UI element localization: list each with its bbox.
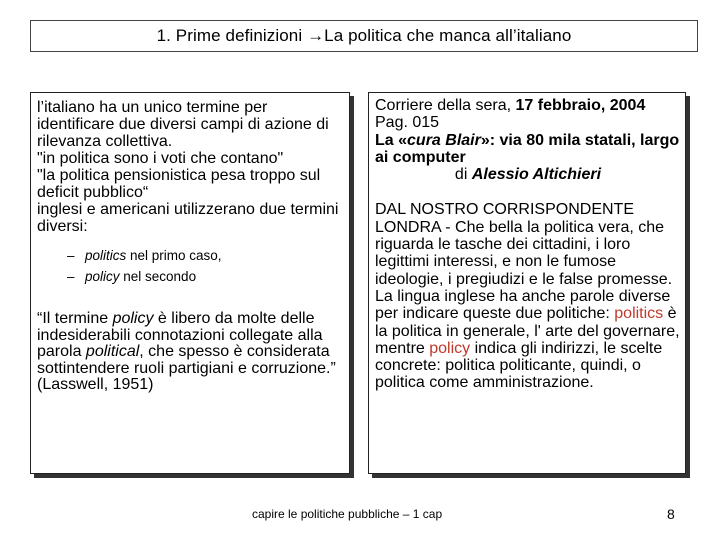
quote-part: è libero da molte delle indesiderabili connotazioni collegate alla parola — [37, 310, 323, 360]
sub-item-rest: nel primo caso, — [126, 248, 222, 263]
quote-part: “Il termine — [37, 310, 113, 327]
dash-bullet: – — [67, 269, 75, 284]
byline-prefix: di — [454, 166, 472, 184]
page-number: 8 — [667, 506, 675, 522]
article-headline — [375, 132, 681, 167]
left-line-1: l’italiano ha un unico termine per identificare due diversi campi di azione di rilevanza collettiva. — [37, 99, 329, 150]
article-body — [375, 201, 681, 391]
right-panel — [368, 92, 686, 474]
source-name: Corriere della sera, — [375, 97, 516, 114]
term-politics: politics — [85, 248, 127, 263]
quote-political: political — [85, 343, 140, 360]
dash-bullet: – — [67, 248, 75, 263]
left-line-4: inglesi e americani utilizzerano due termini diversi: — [37, 201, 339, 235]
quote-policy: policy — [112, 310, 154, 327]
left-line-3: "la politica pensionistica pesa troppo sul deficit pubblico“ — [37, 167, 321, 201]
body-part: è la politica in generale, l' arte del governare, mentre — [375, 305, 680, 357]
source-line — [375, 97, 681, 114]
arrow-right-icon: → — [307, 26, 325, 45]
term-policy: policy — [85, 269, 120, 284]
sub-item-politics — [67, 245, 345, 266]
byline — [375, 166, 681, 183]
body-part: DAL NOSTRO CORRISPONDENTE LONDRA - Che bella la politica vera, che riguarda le tasche dei cittadini, i loro legittimi interessi, e non le fumose ideologie, i pregiudizi e le false promesse. La lingua inglese ha anche parole diverse per indicare queste due politiche: — [375, 201, 673, 323]
page-ref: Pag. 015 — [375, 114, 440, 132]
body-part: indica gli indirizzi, le scelte concrete: politica politicante, quindi, o politica come amministrazione. — [375, 339, 663, 392]
slide-title — [30, 20, 698, 52]
title-part1: 1. Prime definizioni — [156, 26, 308, 45]
headline-part: »: via 80 mila statali, largo ai computer — [375, 131, 680, 166]
sub-item-rest: nel secondo — [119, 269, 197, 284]
quote-part: , che spesso è considerata sottintendere ruoli partigiani e corruzione.” (Lasswell, 1951) — [37, 343, 336, 393]
source-date: 17 febbraio, 2004 — [515, 97, 646, 114]
highlight-policy: policy — [429, 339, 471, 357]
sub-item-policy — [67, 266, 345, 287]
highlight-politics: politics — [614, 305, 664, 323]
left-panel — [30, 92, 350, 474]
headline-italic: cura Blair — [407, 131, 481, 149]
title-part2: La politica che manca all’italiano — [324, 26, 572, 45]
left-line-2: "in politica sono i voti che contano" — [37, 150, 284, 167]
footer-text: capire le politiche pubbliche – 1 cap — [252, 507, 443, 521]
lasswell-quote — [37, 311, 345, 394]
sub-list — [67, 245, 345, 287]
headline-part: La « — [375, 131, 408, 149]
author-name: Alessio Altichieri — [471, 166, 602, 184]
